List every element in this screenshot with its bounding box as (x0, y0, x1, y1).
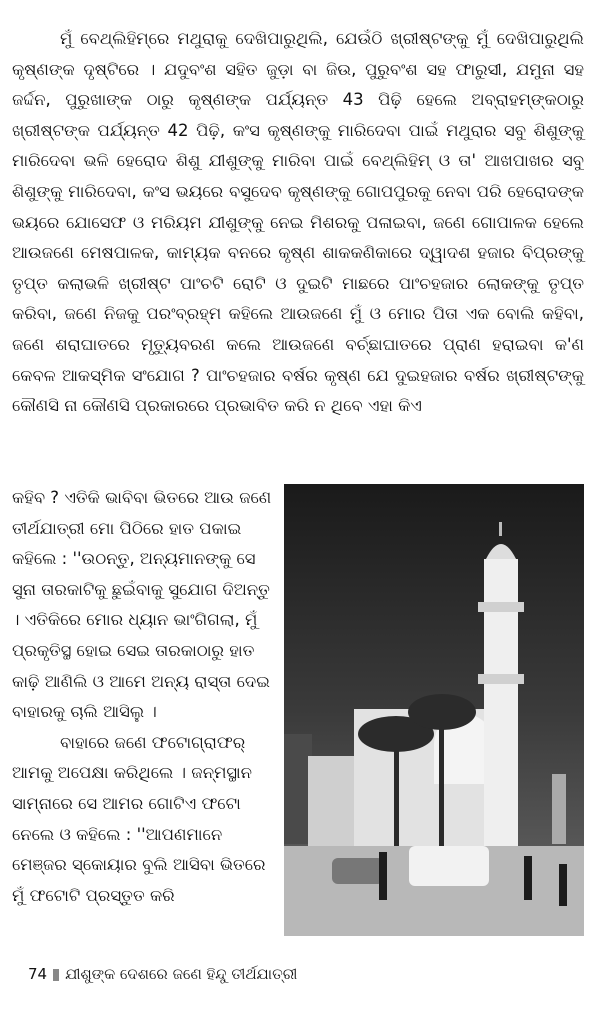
running-title: ଯୀଶୁଙ୍କ ଦେଶରେ ଜଣେ ହିନ୍ଦୁ ତୀର୍ଥଯାତ୍ରୀ (65, 965, 298, 983)
palm-trunk-2 (439, 714, 444, 854)
footer-separator (53, 969, 59, 981)
palm-trunk-1 (394, 734, 399, 854)
minaret-spire (499, 522, 502, 536)
page-number: 74 (28, 965, 48, 983)
paragraph-1-continuation: କହିବ ? ଏତିକି ଭାବିବା ଭିତରେ ଆଉ ଜଣେ ତୀର୍ଥଯାତ୍ରୀ ମୋ ପିଠିରେ ହାତ ପକାଇ କହିଲେ : ''ଉଠନ୍ତୁ, ଅନ୍ୟମାନଙ୍କୁ ସେ ସୁନା ତାରକାଟିକୁ ଛୁଇଁବାକୁ ସୁଯୋଗ ଦିଅନ୍ତୁ । ଏତିକିରେ ମୋର ଧ୍ୟାନ ଭାଂଗିଗଲା, ମୁଁ ପ୍ରକୃତିସ୍ଥ ହୋଇ ସେଇ ତାରକାଠାରୁ ହାତ କାଢ଼ି ଆଣିଲି ଓ ଆମେ ଅନ୍ୟ ରାସ୍ତା ଦେଇ ବାହାରକୁ ଚାଲି ଆସିଲୁ । (12, 488, 272, 722)
full-width-text (12, 24, 584, 422)
parked-car (332, 858, 384, 884)
distant-tower (552, 774, 566, 844)
minaret-balcony-2 (478, 674, 524, 684)
palm-crown-2 (408, 694, 476, 730)
pedestrian-2 (524, 856, 532, 900)
minaret-balcony-1 (478, 602, 524, 612)
church-of-nativity-photo (284, 484, 584, 936)
pedestrian-3 (559, 864, 567, 906)
pedestrian-1 (379, 852, 387, 900)
white-van (409, 846, 489, 886)
page-footer (28, 964, 568, 984)
left-building (284, 734, 312, 844)
photo-illustration (284, 484, 584, 936)
paragraph-1: ମୁଁ ବେଥ୍‌ଲିହିମ୍‌ରେ ମଥୁରାକୁ ଦେଖିପାରୁଥିଲି, ଯେଉଁଠି ଖ୍ରୀଷ୍ଟଙ୍କୁ ମୁଁ ଦେଖିପାରୁଥିଲି କୃଷ୍ଣଙ୍କ ଦୃଷ୍ଟିରେ । ଯଦୁବଂଶ ସହିତ ଜୁଡ଼ା ବା ଜିଉ, ପୁରୁବଂଶ ସହ ଫାରୁସୀ, ଯମୁନା ସହ ଜର୍ଦ୍ଦନ, ପୁରୁଖାଙ୍କ ଠାରୁ କୃଷ୍ଣଙ୍କ ପର୍ଯ୍ୟନ୍ତ 43 ପିଢ଼ି ହେଲେ ଅବ୍ରାହମ୍‌ଙ୍କଠାରୁ ଖ୍ରୀଷ୍ଟଙ୍କ ପର୍ଯ୍ୟନ୍ତ 42 ପିଢ଼ି, କଂସ କୃଷ୍ଣଙ୍କୁ ମାରିଦେବା ପାଇଁ ମଥୁରାର ସବୁ ଶିଶୁଙ୍କୁ ମାରିଦେବା ଭଳି ହେରୋଦ ଶିଶୁ ଯୀଶୁଙ୍କୁ ମାରିବା ପାଇଁ ବେଥ୍‌ଲିହିମ୍ ଓ ତା' ଆଖପାଖର ସବୁ ଶିଶୁଙ୍କୁ ମାରିଦେବା, କଂସ ଭୟରେ ବସୁଦେବ କୃଷ୍ଣଙ୍କୁ ଗୋପପୁରକୁ ନେବା ପରି ହେରୋଦଙ୍କ ଭୟରେ ଯୋସେଫ ଓ ମରିୟମ ଯୀଶୁଙ୍କୁ ନେଇ ମିଶରକୁ ପଳାଇବା, ଜଣେ ଗୋପାଳକ ହେଲେ ଆଉଜଣେ ମେଷପାଳକ, କାମ୍ୟକ ବନରେ କୃଷ୍ଣ ଶାକକଣିକାରେ ଦ୍ୱାଦଶ ହଜାର ବିପ୍ରଙ୍କୁ ତୃପ୍ତ କଲାଭଳି ଖ୍ରୀଷ୍ଟ ପାଂଚଟି ରୋଟି ଓ ଦୁଇଟି ମାଛରେ ପାଂଚହଜାର ଲୋକଙ୍କୁ ତୃପ୍ତ କରିବା, ଜଣେ ନିଜକୁ ପରଂବ୍ରହ୍ମ କହିଲେ ଆଉଜଣେ ମୁଁ ଓ ମୋର ପିତା ଏକ ବୋଲି କହିବା, ଜଣେ ଶରାଘାତରେ ମୃତ୍ୟୁବରଣ କଲେ ଆଉଜଣେ ବର୍ଚ୍ଛାଘାତରେ ପ୍ରାଣ ହରାଇବା କ'ଣ କେବଳ ଆକସ୍ମିକ ସଂଯୋଗ ? ପାଂଚହଜାର ବର୍ଷର କୃଷ୍ଣ ଯେ ଦୁଇହଜାର ବର୍ଷର ଖ୍ରୀଷ୍ଟଙ୍କୁ କୌଣସି ନା କୌଣସି ପ୍ରକାରରେ ପ୍ରଭାବିତ କରି ନ ଥିବେ ଏହା କିଏ (12, 29, 584, 416)
wrapped-text-column (12, 483, 280, 911)
paragraph-2: ବାହାରେ ଜଣେ ଫଟୋଗ୍ରାଫର୍ ଆମକୁ ଅପେକ୍ଷା କରିଥିଲେ । ଜନ୍ମସ୍ଥାନ ସାମ୍ନାରେ ସେ ଆମର ଗୋଟିଏ ଫଟୋ ନେଲେ ଓ କହିଲେ : ''ଆପଣମାନେ ମେଞ୍ଜର ସ୍କୋୟାର ବୁଲି ଆସିବା ଭିତରେ ମୁଁ ଫଟୋଟି ପ୍ରସ୍ତୁତ କରି (12, 732, 266, 905)
